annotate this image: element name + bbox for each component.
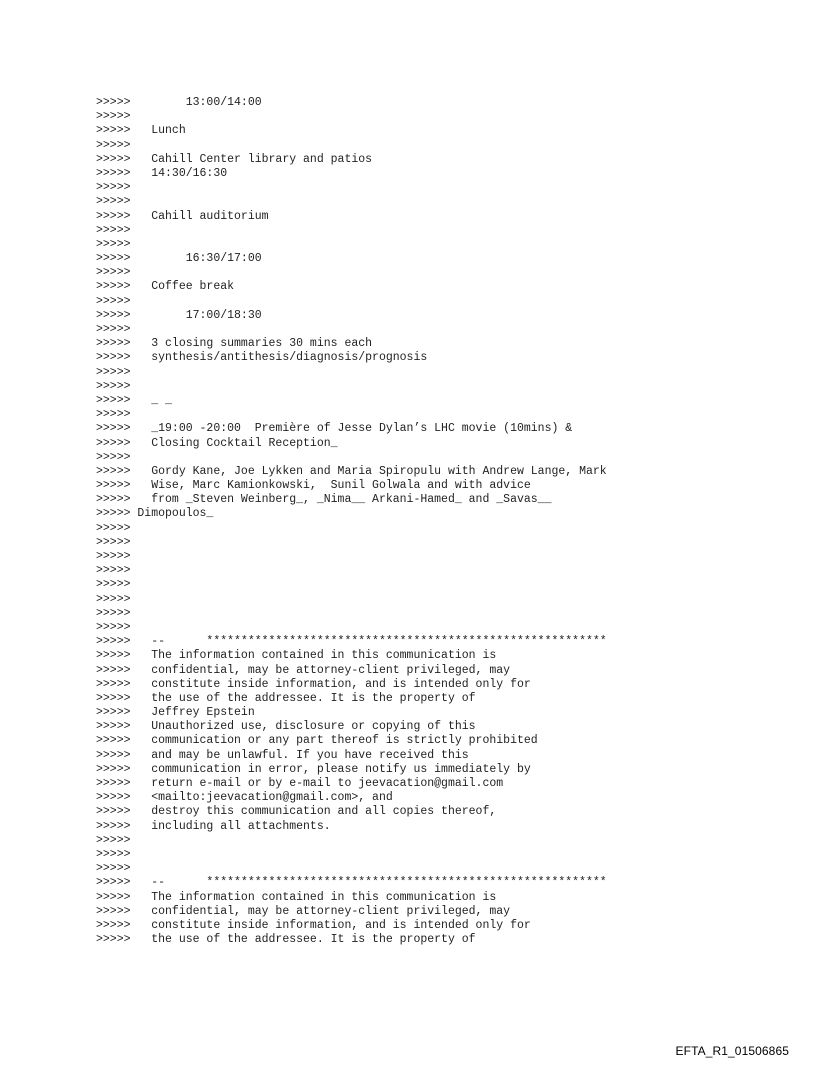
email-text-line: >>>>> communication in error, please notify us immediately by <box>96 762 531 776</box>
email-text-line: >>>>> <box>96 365 131 379</box>
email-text-line: >>>>> Cahill auditorium <box>96 209 269 223</box>
email-text-line: >>>>> The information contained in this communication is <box>96 649 497 663</box>
email-text-line: >>>>> Cahill Center library and patios <box>96 152 373 166</box>
document-id-stamp: EFTA_R1_01506865 <box>675 1044 789 1058</box>
email-text-line: >>>>> <box>96 294 131 308</box>
email-text-line: >>>>> confidential, may be attorney-client privileged, may <box>96 904 511 918</box>
email-text-line: >>>>> 17:00/18:30 <box>96 308 262 322</box>
email-text-line: >>>>> destroy this communication and all copies thereof, <box>96 805 497 819</box>
email-text-line: >>>>> the use of the addressee. It is the property of <box>96 933 476 947</box>
email-text-line: >>>>> <box>96 847 131 861</box>
email-text-line: >>>>> <box>96 379 131 393</box>
email-text-line: >>>>> <box>96 138 131 152</box>
email-text-line: >>>>> <box>96 223 131 237</box>
email-text-line: >>>>> <box>96 592 131 606</box>
email-text-line: >>>>> <box>96 535 131 549</box>
email-text-line: >>>>> confidential, may be attorney-client privileged, may <box>96 663 511 677</box>
quoted-email-body <box>96 96 786 947</box>
email-text-line: >>>>> <box>96 323 131 336</box>
email-text-line: >>>>> -- ********************************************************** <box>96 876 607 890</box>
email-text-line: >>>>> The information contained in this communication is <box>96 890 497 904</box>
email-text-line: >>>>> Closing Cocktail Reception_ <box>96 436 338 450</box>
email-text-line: >>>>> <box>96 181 131 195</box>
email-text-line: >>>>> <box>96 450 131 464</box>
email-text-line: >>>>> 3 closing summaries 30 mins each <box>96 337 373 351</box>
email-text-line: >>>>> 14:30/16:30 <box>96 166 228 180</box>
email-text-line: >>>>> <box>96 833 131 847</box>
email-text-line: >>>>> <box>96 237 131 251</box>
email-text-line: >>>>> _19:00 -20:00 Première of Jesse Dylan’s LHC movie (10mins) & <box>96 422 573 436</box>
email-text-line: >>>>> and may be unlawful. If you have received this <box>96 748 469 762</box>
email-text-line: >>>>> <box>96 550 131 563</box>
email-text-line: >>>>> Dimopoulos_ <box>96 507 214 521</box>
email-text-line: >>>>> 13:00/14:00 <box>96 96 262 109</box>
email-text-line: >>>>> Wise, Marc Kamionkowski, Sunil Golwala and with advice <box>96 479 531 493</box>
email-text-line: >>>>> Coffee break <box>96 280 235 294</box>
email-text-line: >>>>> <box>96 521 131 535</box>
email-text-line: >>>>> <box>96 266 131 280</box>
email-text-line: >>>>> return e-mail or by e-mail to jeevacation@gmail.com <box>96 777 504 790</box>
email-text-line: >>>>> 16:30/17:00 <box>96 252 262 266</box>
email-text-line: >>>>> Jeffrey Epstein <box>96 706 255 720</box>
email-text-line: >>>>> communication or any part thereof is strictly prohibited <box>96 734 538 748</box>
email-text-line: >>>>> including all attachments. <box>96 819 331 833</box>
email-text-line: >>>>> <box>96 862 131 876</box>
email-text-line: >>>>> constitute inside information, and is intended only for <box>96 677 531 691</box>
email-text-line: >>>>> <box>96 195 131 209</box>
email-text-line: >>>>> <box>96 606 131 620</box>
email-text-line: >>>>> <box>96 578 131 592</box>
email-text-line: >>>>> -- ********************************************************** <box>96 635 607 649</box>
email-text-line: >>>>> from _Steven Weinberg_, _Nima__ Arkani-Hamed_ and _Savas__ <box>96 493 552 507</box>
email-text-line: >>>>> <box>96 408 131 422</box>
email-text-line: >>>>> <mailto:jeevacation@gmail.com>, and <box>96 791 393 805</box>
email-text-line: >>>>> <box>96 564 131 578</box>
email-text-line: >>>>> Gordy Kane, Joe Lykken and Maria Spiropulu with Andrew Lange, Mark <box>96 464 607 478</box>
email-text-line: >>>>> the use of the addressee. It is the property of <box>96 691 476 705</box>
email-text-line: >>>>> Unauthorized use, disclosure or copying of this <box>96 720 476 734</box>
email-text-line: >>>>> constitute inside information, and is intended only for <box>96 918 531 932</box>
email-text-line: >>>>> Lunch <box>96 124 186 138</box>
email-text-line: >>>>> _ _ <box>96 393 172 407</box>
email-text-line: >>>>> <box>96 110 131 124</box>
email-text-line: >>>>> <box>96 620 131 634</box>
email-text-line: >>>>> synthesis/antithesis/diagnosis/prognosis <box>96 351 428 365</box>
